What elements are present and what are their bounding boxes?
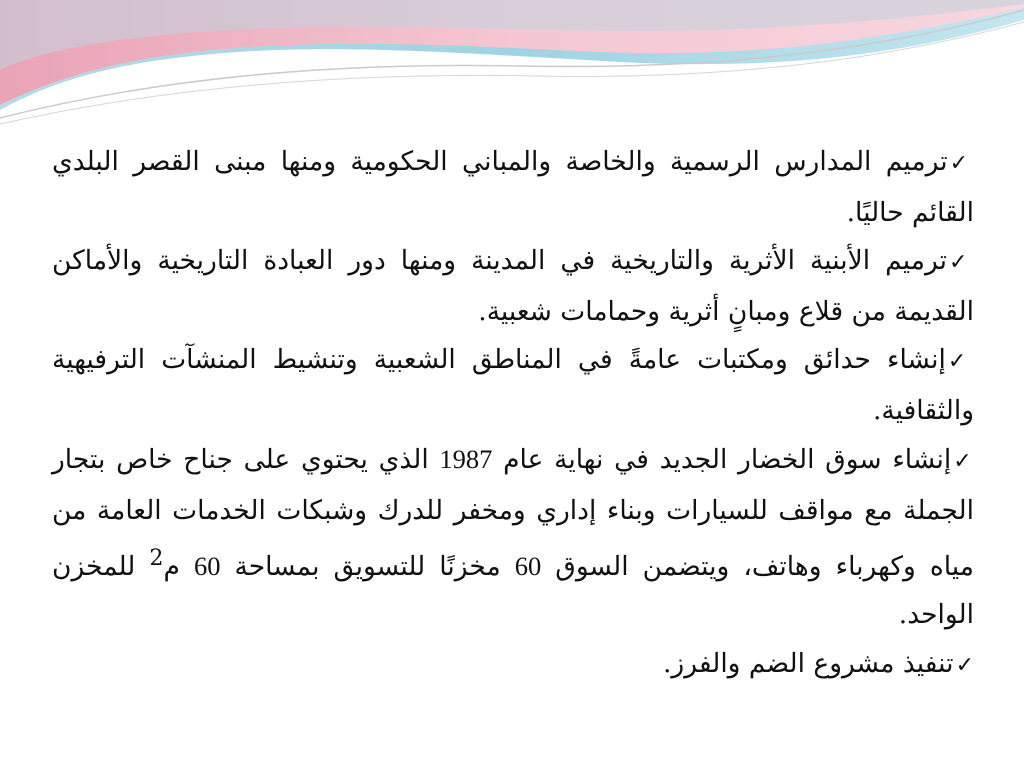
bullet-text-2: ترميم الأبنية الأثرية والتاريخية في المدينة ومنها دور العبادة التاريخية والأماكن القديمة من قلاع ومبانٍ أثرية وحمامات شعبية.: [52, 245, 974, 327]
bullet-item-2: [52, 237, 974, 336]
checkmark-icon: ✓: [953, 449, 974, 474]
area-unit: م: [163, 550, 194, 582]
slide-content: [52, 138, 975, 679]
bullet-item-3: [52, 336, 974, 435]
bullet-text-4-part-2: الذي يحتوي على جناح خاص بتجار الجملة مع مواقف للسيارات وبناء إداري ومخفر للدرك وشبكات الخدمات العامة من مياه وكهرباء وهاتف، ويتضمن السوق: [52, 444, 974, 582]
checkmark-icon: ✓: [948, 250, 974, 275]
store-count-value: 60: [514, 550, 542, 581]
bullet-text-3: إنشاء حدائق ومكتبات عامةً في المناطق الشعبية وتنشيط المنشآت الترفيهية والثقافية.: [52, 344, 974, 426]
bullet-item-1: [52, 138, 974, 237]
checkmark-icon: ✓: [955, 652, 974, 678]
bullet-text-4-part-4: للمخزن الواحد.: [52, 550, 974, 631]
bullet-text-4-part-3: مخزنًا للتسويق بمساحة: [220, 550, 515, 582]
bullet-item-5: [52, 640, 974, 691]
checkmark-icon: ✓: [947, 349, 974, 374]
checkmark-icon: ✓: [949, 151, 975, 176]
bullet-text-5: تنفيذ مشروع الضم والفرز.: [663, 647, 954, 679]
area-unit-superscript: 2: [149, 546, 164, 571]
bullet-text-4-part-1: إنشاء سوق الخضار الجديد في نهاية عام: [492, 444, 952, 475]
header-wave-decoration: [0, 0, 1024, 130]
area-value: 60: [193, 550, 221, 581]
bullet-text-1: ترميم المدارس الرسمية والخاصة والمباني الحكومية ومنها مبنى القصر البلدي القائم حاليًا.: [52, 146, 974, 228]
bullet-item-4: [52, 435, 974, 640]
year-value: 1987: [439, 444, 493, 474]
